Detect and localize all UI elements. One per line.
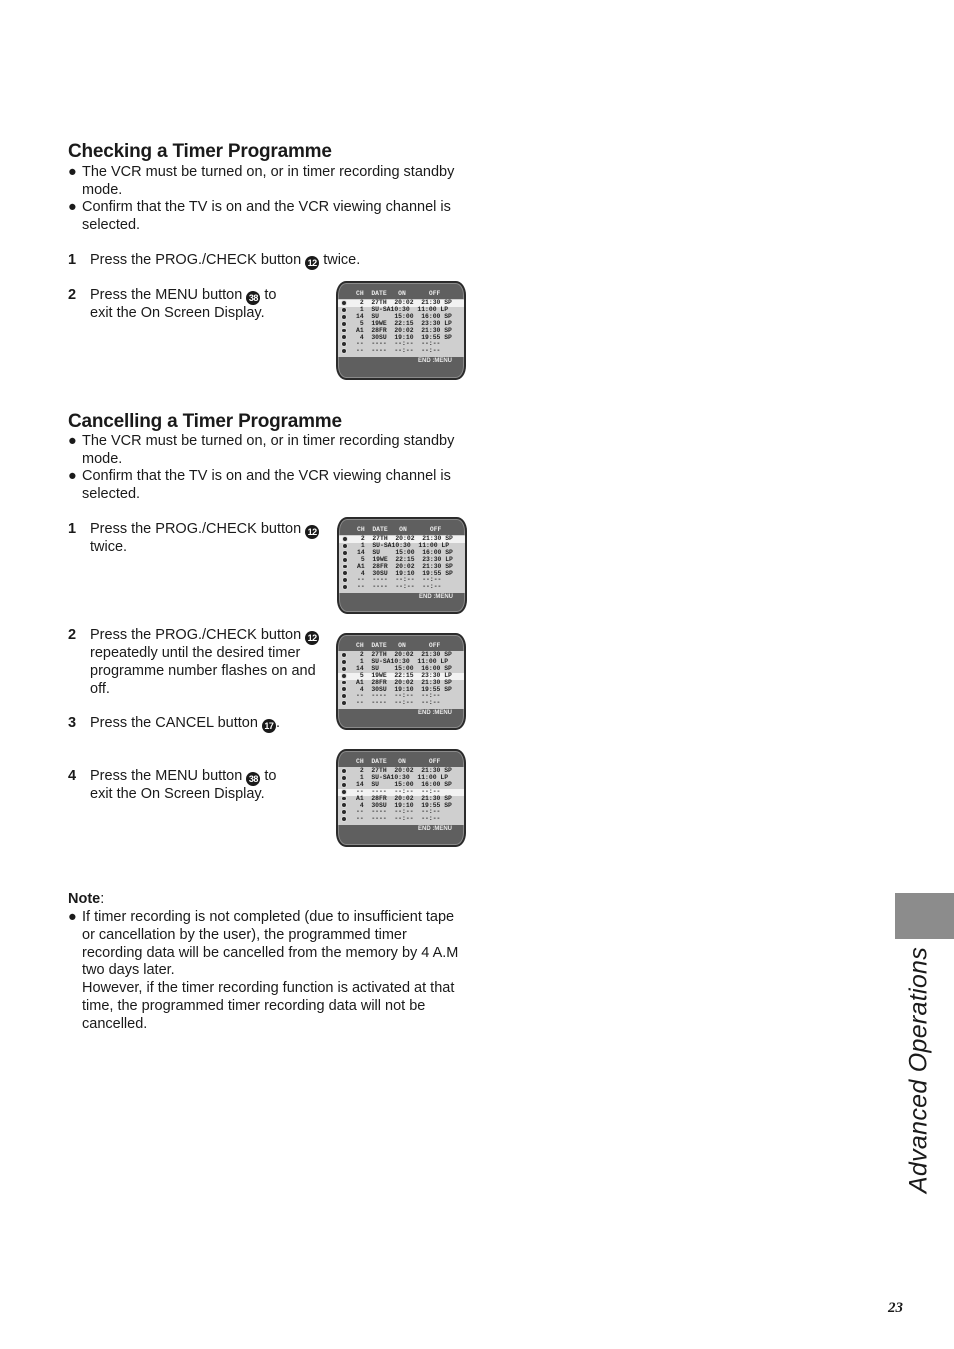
bullet-item xyxy=(68,433,468,469)
tv-screen-2 xyxy=(337,517,467,614)
end-menu-label: END :MENU xyxy=(418,710,452,717)
screen-row: A1 28FR 20:02 21:30 SP xyxy=(356,678,452,686)
bullet-icon: ● xyxy=(68,909,77,925)
programme-number-icon xyxy=(341,666,347,672)
bullet-icon: ● xyxy=(68,199,77,215)
end-menu-label: END :MENU xyxy=(419,594,453,601)
programme-number-icon xyxy=(341,328,347,334)
bullet-item xyxy=(68,199,468,235)
screen-row: 2 27TH 20:02 21:30 SP xyxy=(356,767,452,774)
step-number: 2 xyxy=(68,627,77,643)
bullet-item xyxy=(68,468,468,504)
programme-number-icon xyxy=(341,314,347,320)
programme-number-icon xyxy=(341,334,347,340)
step-item xyxy=(68,521,328,557)
side-title: Advanced Operations xyxy=(904,946,933,1194)
bullet-text: The VCR must be turned on, or in timer recording standby mode. xyxy=(82,164,455,198)
screen-row: -- ---- --:-- --:-- xyxy=(356,340,441,348)
screen-row: -- ---- --:-- --:-- xyxy=(356,699,441,707)
programme-number-icon xyxy=(341,659,347,665)
step-item xyxy=(68,287,298,323)
programme-number-icon xyxy=(341,307,347,313)
tv-screen-1 xyxy=(336,281,466,380)
tv-screen-3 xyxy=(336,633,466,730)
screen-row: A1 28FR 20:02 21:30 SP xyxy=(356,326,452,334)
bullet-icon: ● xyxy=(68,468,77,484)
screen-header: CH DATE ON OFF xyxy=(356,758,441,765)
programme-number-icon xyxy=(341,802,347,808)
step-text: Press the MENU button xyxy=(90,768,243,784)
programme-number-icon xyxy=(341,796,347,802)
programme-number-icon xyxy=(341,348,347,354)
programme-number-icon xyxy=(342,557,348,563)
tv-screen-4 xyxy=(336,749,466,847)
note-label: Note: xyxy=(68,891,105,907)
step-text: repeatedly until the desired timer programme number flashes on and off. xyxy=(90,645,316,697)
end-menu-label: END :MENU xyxy=(418,358,452,365)
bullet-text: Confirm that the TV is on and the VCR viewing channel is selected. xyxy=(82,468,451,502)
note-item xyxy=(68,909,468,1034)
programme-number-icon xyxy=(342,543,348,549)
programme-number-icon xyxy=(342,550,348,556)
programme-number-icon xyxy=(341,341,347,347)
programme-number-icon xyxy=(341,775,347,781)
screen-row: A1 28FR 20:02 21:30 SP xyxy=(357,562,453,570)
screen-row: 2 27TH 20:02 21:30 SP xyxy=(356,299,452,306)
step-number: 1 xyxy=(68,252,77,268)
section-heading-cancelling: Cancelling a Timer Programme xyxy=(68,411,342,432)
programme-number-icon xyxy=(342,577,348,583)
screen-row: -- ---- --:-- --:-- xyxy=(356,815,441,823)
programme-number-icon xyxy=(341,782,347,788)
step-number: 1 xyxy=(68,521,77,537)
step-item xyxy=(68,627,324,698)
screen-header: CH DATE ON OFF xyxy=(357,526,442,533)
programme-number-icon xyxy=(341,816,347,822)
screen-row: 1 SU-SA10:30 11:00 LP xyxy=(356,773,449,781)
step-item xyxy=(68,715,328,733)
screen-row: 14 SU 15:00 16:00 SP xyxy=(357,548,453,556)
screen-row: -- ---- --:-- --:-- xyxy=(357,583,442,591)
step-text: Press the PROG./CHECK button xyxy=(90,521,302,537)
button-badge-icon: 17 xyxy=(262,719,276,733)
programme-number-icon xyxy=(341,300,347,306)
button-badge-icon: 38 xyxy=(246,291,260,305)
programme-number-column xyxy=(342,536,348,591)
screen-row: 14 SU 15:00 16:00 SP xyxy=(356,664,452,672)
step-item xyxy=(68,768,298,804)
screen-row: 5 19WE 22:15 23:30 LP xyxy=(356,671,452,679)
programme-number-icon xyxy=(342,536,348,542)
screen-row: -- ---- --:-- --:-- xyxy=(357,576,442,584)
programme-number-icon xyxy=(341,686,347,692)
step-number: 3 xyxy=(68,715,77,731)
step-number: 4 xyxy=(68,768,77,784)
screen-row: A1 28FR 20:02 21:30 SP xyxy=(356,794,452,802)
programme-number-column xyxy=(341,652,347,707)
end-menu-label: END :MENU xyxy=(418,826,452,833)
screen-row: 14 SU 15:00 16:00 SP xyxy=(356,312,452,320)
step-text: Press the PROG./CHECK button xyxy=(90,627,302,643)
button-badge-icon: 38 xyxy=(246,772,260,786)
programme-number-icon xyxy=(342,570,348,576)
step-text: Press the CANCEL button xyxy=(90,715,258,731)
screen-header: CH DATE ON OFF xyxy=(356,642,441,649)
programme-number-icon xyxy=(341,768,347,774)
button-badge-icon: 12 xyxy=(305,256,319,270)
programme-number-icon xyxy=(341,680,347,686)
programme-number-icon xyxy=(342,584,348,590)
screen-row: 1 SU-SA10:30 11:00 LP xyxy=(356,657,449,665)
screen-row: -- ---- --:-- --:-- xyxy=(356,347,441,355)
screen-row: -- ---- --:-- --:-- xyxy=(356,692,441,700)
step-item xyxy=(68,252,368,270)
screen-row: 4 30SU 19:10 19:55 SP xyxy=(357,569,453,577)
step-text: twice. xyxy=(90,539,128,555)
screen-row: 4 30SU 19:10 19:55 SP xyxy=(356,333,452,341)
step-text: twice. xyxy=(323,252,361,268)
page-number: 23 xyxy=(888,1300,903,1316)
programme-number-icon xyxy=(341,700,347,706)
note-text: However, if the timer recording function is activated at that time, the programmed timer recording data will not be cancelled. xyxy=(82,980,455,1032)
screen-row: 1 SU-SA10:30 11:00 LP xyxy=(356,305,449,313)
screen-row: 5 19WE 22:15 23:30 LP xyxy=(357,555,453,563)
step-text: to exit the On Screen Display. xyxy=(90,287,277,321)
screen-row: 14 SU 15:00 16:00 SP xyxy=(356,780,452,788)
bullet-icon: ● xyxy=(68,164,77,180)
button-badge-icon: 12 xyxy=(305,525,319,539)
bullet-text: Confirm that the TV is on and the VCR viewing channel is selected. xyxy=(82,199,451,233)
screen-row: 1 SU-SA10:30 11:00 LP xyxy=(357,541,450,549)
section-tab xyxy=(895,893,954,939)
screen-header: CH DATE ON OFF xyxy=(356,290,441,297)
screen-row: 4 30SU 19:10 19:55 SP xyxy=(356,801,452,809)
screen-row: -- ---- --:-- --:-- xyxy=(356,808,441,816)
programme-number-icon xyxy=(341,789,347,795)
programme-number-icon xyxy=(341,809,347,815)
section-heading-checking: Checking a Timer Programme xyxy=(68,141,332,162)
bullet-icon: ● xyxy=(68,433,77,449)
programme-number-icon xyxy=(341,652,347,658)
step-text: . xyxy=(275,715,280,731)
programme-number-column xyxy=(341,768,347,823)
screen-row: 2 27TH 20:02 21:30 SP xyxy=(356,651,452,658)
programme-number-icon xyxy=(341,321,347,327)
step-text: Press the MENU button xyxy=(90,287,243,303)
programme-number-column xyxy=(341,300,347,355)
programme-number-icon xyxy=(341,693,347,699)
step-text: Press the PROG./CHECK button xyxy=(90,252,302,268)
screen-row: 4 30SU 19:10 19:55 SP xyxy=(356,685,452,693)
bullet-item xyxy=(68,164,468,200)
button-badge-icon: 12 xyxy=(305,631,319,645)
note-text: If timer recording is not completed (due to insufficient tape or cancellation by the user), the programmed timer recording data will be cancelled from the memory by 4 A.M two days later. xyxy=(82,909,459,979)
step-number: 2 xyxy=(68,287,77,303)
screen-row: 2 27TH 20:02 21:30 SP xyxy=(357,535,453,542)
step-text: to exit the On Screen Display. xyxy=(90,768,277,802)
programme-number-icon xyxy=(342,564,348,570)
screen-row: -- ---- --:-- --:-- xyxy=(356,787,441,795)
programme-number-icon xyxy=(341,673,347,679)
screen-row: 5 19WE 22:15 23:30 LP xyxy=(356,319,452,327)
bullet-text: The VCR must be turned on, or in timer recording standby mode. xyxy=(82,433,455,467)
